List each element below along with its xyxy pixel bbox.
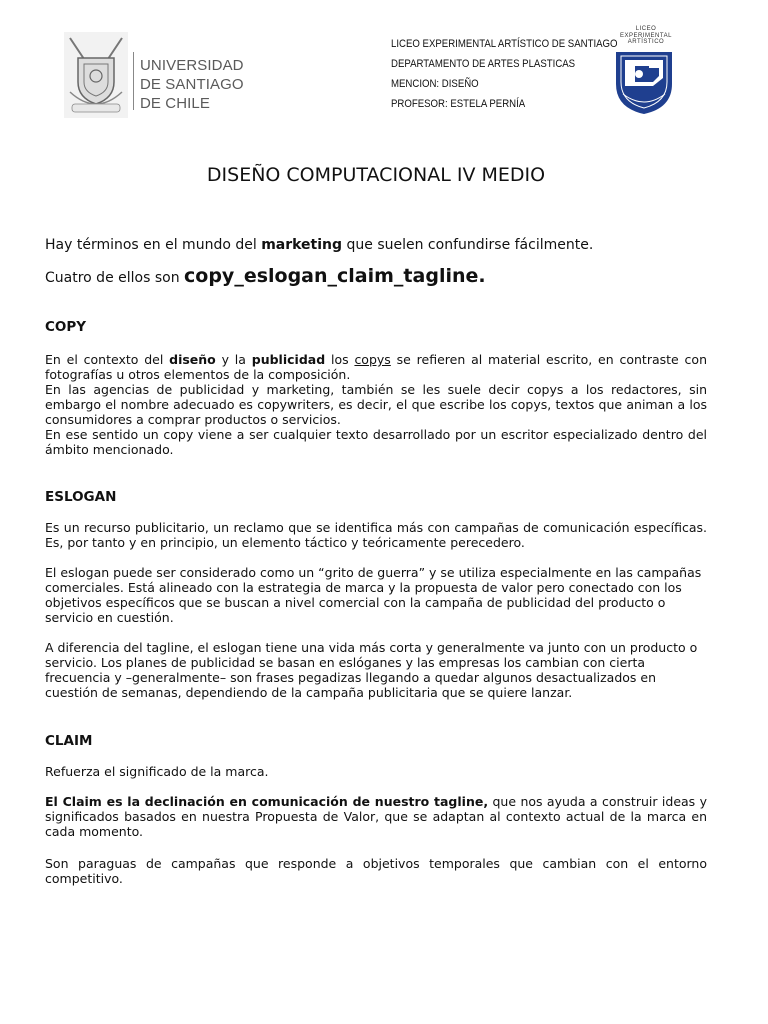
copy-text: los: [325, 352, 355, 367]
liceo-seal-icon: [613, 48, 675, 116]
eslogan-paragraph-3: A diferencia del tagline, el eslogan tiene una vida más corta y generalmente va junto con un producto o servicio. Los planes de publicidad se basan en eslóganes y las empresas los cambian con cierta frecuencia y –generalmente– son frases pegadizas llegando a quedar algunos desactualizados en cuestión de semanas, dependiendo de la campaña publicitaria que se quiere lanzar.: [45, 640, 698, 700]
university-line: DE CHILE: [140, 95, 210, 112]
copy-heading: COPY: [45, 319, 87, 335]
eslogan-paragraph-2: El eslogan puede ser considerado como un “grito de guerra” y se utiliza especialmente en las campañas comerciales. Está alineado con la estrategia de marca y la propuesta de valor pero conectado con los objetivos específicos que se buscan a nivel comercial con la campaña de publicidad del producto o servicio en cuestión.: [45, 565, 702, 625]
claim-paragraph-2: [45, 794, 707, 839]
liceo-caption-line: ARTÍSTICO: [627, 39, 665, 45]
claim-paragraph-3: Son paraguas de campañas que responde a objetivos temporales que cambian con el entorno competitivo.: [45, 856, 707, 886]
copy-bold-publicidad: publicidad: [251, 352, 326, 367]
dept-line-school: LICEO EXPERIMENTAL ARTÍSTICO DE SANTIAGO: [391, 38, 618, 50]
copy-paragraph-2: En las agencias de publicidad y marketing, también se les suele decir copys a los redactores, sin embargo el nombre adecuado es copywriters, es decir, el que escribe los copys, textos que animan a los consumidores a comprar productos o servicios.: [45, 382, 707, 427]
document-title: DISEÑO COMPUTACIONAL IV MEDIO: [206, 164, 546, 186]
claim-text: que nos ayuda a construir ideas y significados basados en nuestra Propuesta de Valor, que se adaptan al contexto actual de la marca en cada momento.: [45, 794, 707, 839]
eslogan-paragraph-1: Es un recurso publicitario, un reclamo que se identifica más con campañas de comunicación específicas. Es, por tanto y en principio, un elemento táctico y teóricamente perecedero.: [45, 520, 707, 550]
dept-line-mention: MENCION: DISEÑO: [391, 78, 479, 90]
copy-text: se refieren al material escrito, en contraste con fotografías u otros elementos de la composición.: [45, 352, 707, 382]
claim-bold-text: El Claim es la declinación en comunicación de nuestro tagline,: [45, 794, 489, 809]
copy-bold-diseno: diseño: [169, 352, 216, 367]
page-header: [0, 28, 768, 128]
usach-crest-icon: [64, 32, 128, 118]
liceo-caption-line: EXPERIMENTAL: [620, 32, 672, 39]
copy-text: y la: [215, 352, 252, 367]
claim-paragraph-1: Refuerza el significado de la marca.: [45, 764, 269, 779]
copy-paragraph-1: [45, 352, 707, 382]
dept-line-teacher: PROFESOR: ESTELA PERNÍA: [391, 98, 526, 110]
intro-paragraph: [45, 236, 707, 254]
usach-logo: [64, 32, 244, 122]
usach-divider: [133, 52, 134, 110]
liceo-caption: [608, 26, 684, 46]
document-body: [45, 236, 707, 886]
university-line: DE SANTIAGO: [140, 76, 244, 93]
intro-text: que suelen confundirse fácilmente.: [342, 237, 594, 253]
liceo-caption-line: LICEO: [635, 26, 657, 32]
copy-text: En el contexto del: [45, 352, 170, 367]
intro-text: Hay términos en el mundo del: [45, 237, 262, 253]
intro-bold-marketing: marketing: [261, 237, 343, 253]
copy-paragraph-3: En ese sentido un copy viene a ser cualquier texto desarrollado por un escritor especializado dentro del ámbito mencionado.: [45, 427, 707, 457]
eslogan-heading: ESLOGAN: [45, 489, 117, 505]
claim-heading: CLAIM: [45, 733, 93, 749]
intro-terms: [45, 264, 707, 290]
university-line: UNIVERSIDAD: [140, 57, 244, 74]
liceo-logo: [608, 26, 684, 120]
usach-wordmark: [140, 56, 244, 113]
department-info: [391, 34, 618, 110]
intro-terms-text: Cuatro de ellos son: [45, 270, 185, 286]
dept-line-department: DEPARTAMENTO DE ARTES PLASTICAS: [391, 58, 576, 70]
copy-underlined-copys: copys: [354, 352, 391, 367]
intro-terms-list: copy_eslogan_claim_tagline.: [184, 265, 486, 287]
